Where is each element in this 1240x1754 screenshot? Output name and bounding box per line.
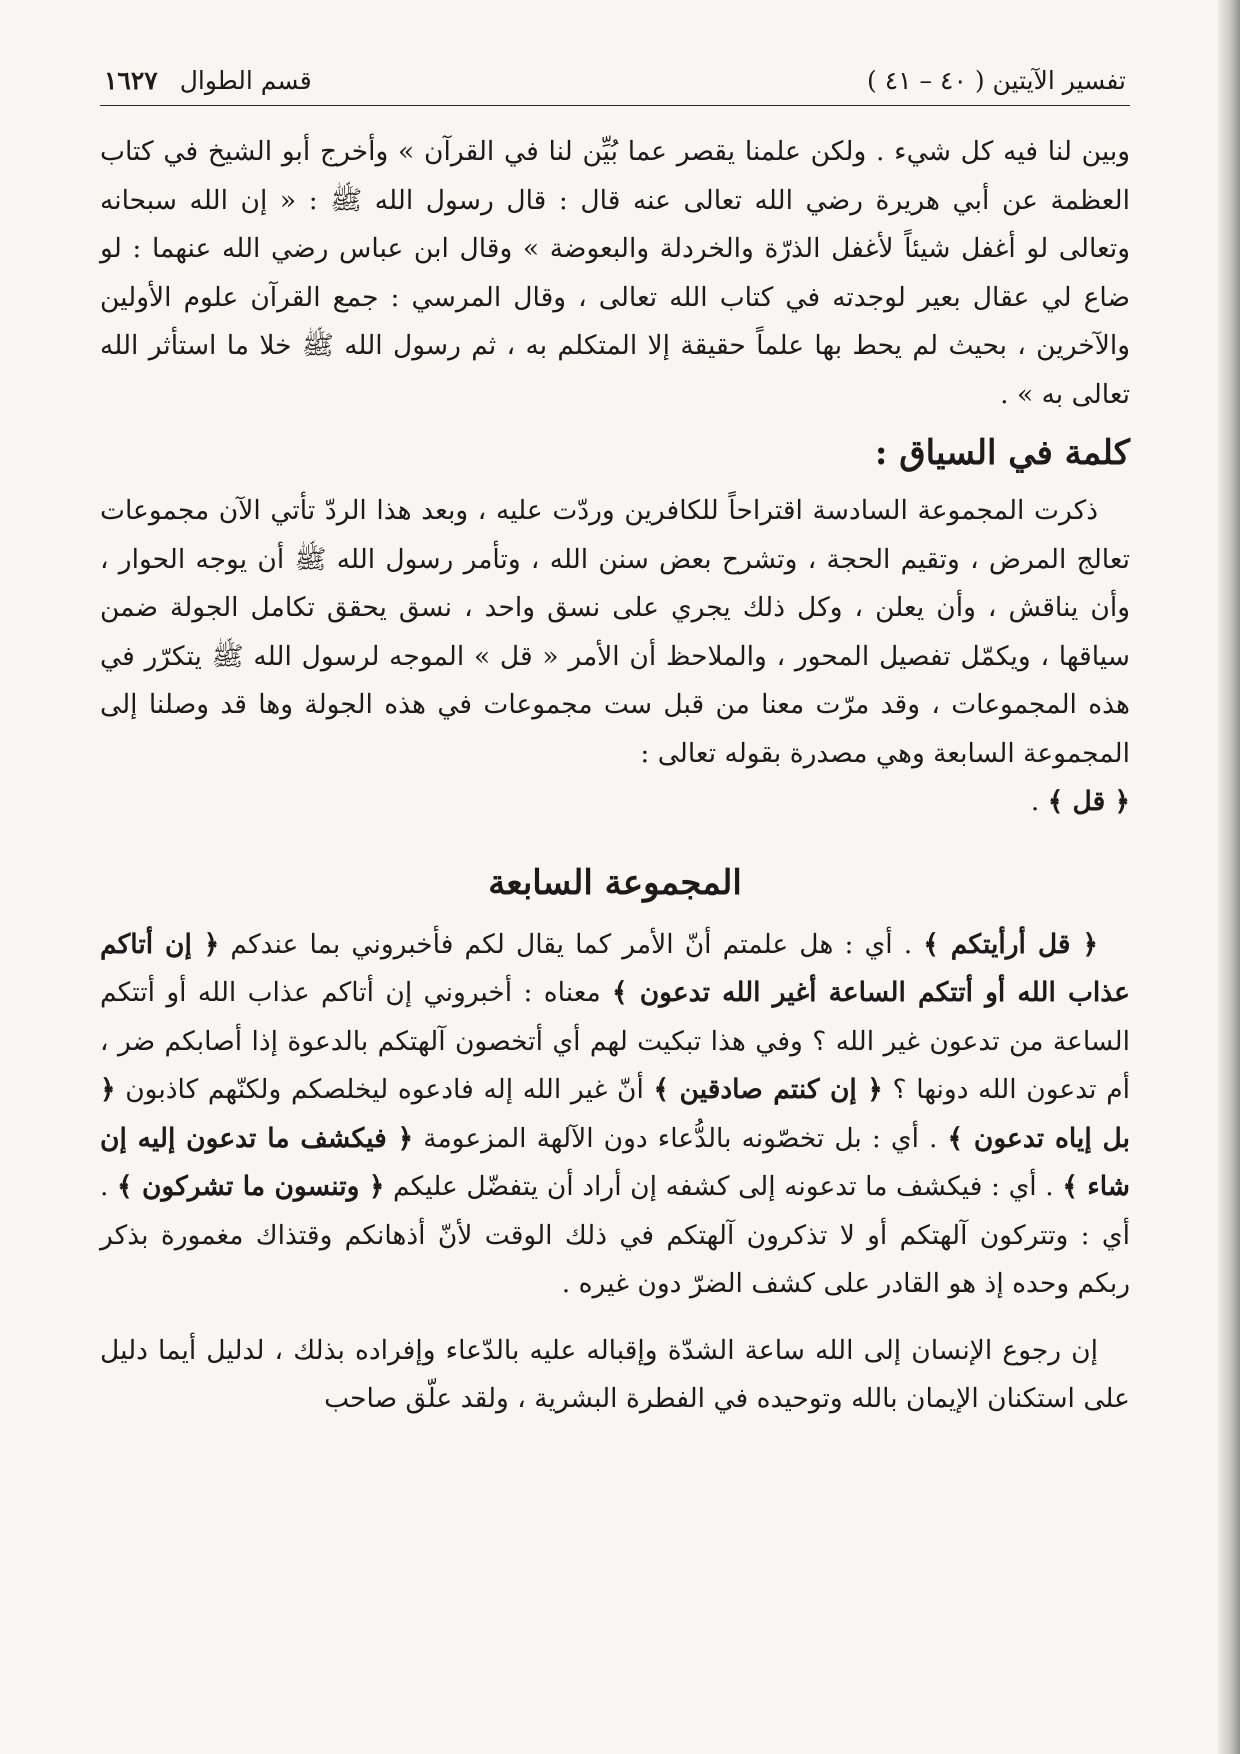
paragraph-hadith: وبين لنا فيه كل شيء . ولكن علمنا يقصر عما بُيِّن لنا في القرآن » وأخرج أبو الشيخ في كتاب العظمة عن أبي هريرة رضي الله تعالى عنه قال : قال رسول الله ﷺ : « إن الله سبحانه وتعالى لو أغفل شيئاً لأغفل الذرّة والخردلة والبعوضة » وقال ابن عباس رضي الله عنهما : لو ضاع لي عقال بعير لوجدته في كتاب الله تعالى ، وقال المرسي : جمع القرآن علوم الأولين والآخرين ، بحيث لم يحط بها علماً حقيقة إلا المتكلم به ، ثم رسول الله ﷺ خلا ما استأثر الله تعالى به » .	[100, 136, 1130, 410]
section-heading-context: كلمة في السياق :	[874, 433, 1130, 473]
verse-segment: ﴿ إن كنتم صادقين ﴾	[653, 1074, 883, 1105]
paragraph-context-end: .	[1030, 786, 1048, 817]
commentary-segment: معناه : أخبروني إن أتاكم عذاب الله أو أتتكم الساعة من تدعون غير الله ؟ وفي هذا تبكيت لهم أي أتخصون آلهتكم بالدعوة إذا أصابكم ضر ، أم تدعون الله دونها ؟	[100, 977, 1130, 1105]
paragraph-fitra: إن رجوع الإنسان إلى الله ساعة الشدّة وإقباله عليه بالدّعاء وإفراده بذلك ، لدليل أيما دليل على استكنان الإيمان بالله وتوحيده في الفطرة البشرية ، ولقد علّق صاحب	[100, 1334, 1130, 1414]
verse-segment: ﴿ إن أتاكم عذاب الله أو أتتكم الساعة أغير الله تدعون ﴾	[100, 928, 1130, 1008]
group-heading-seventh: المجموعة السابعة	[488, 862, 742, 903]
paragraph-context	[100, 487, 1130, 827]
page-number: ١٦٢٧	[104, 66, 158, 95]
verse-segment: ﴿ فيكشف ما تدعون إليه إن شاء ﴾	[100, 1122, 1130, 1202]
header-title: تفسير الآيتين ( ٤٠ – ٤١ )	[867, 66, 1126, 95]
running-header	[100, 66, 1130, 106]
commentary-segment: . أي : فيكشف ما تدعونه إلى كشفه إن أراد أن يتفضّل عليكم	[384, 1171, 1063, 1202]
commentary-segment: . أي : هل علمتم أنّ الأمر كما يقال لكم فأخبروني بما عندكم	[219, 928, 924, 960]
page-edge-shadow	[1218, 0, 1240, 1754]
verse-qul: ﴿ قل ﴾	[1047, 786, 1130, 817]
header-section: قسم الطوال	[179, 66, 312, 95]
verse-segment: ﴿ بل إياه تدعون ﴾	[100, 1074, 1130, 1154]
commentary-segment: . أي : وتتركون آلهتكم أو لا تذكرون آلهتكم في ذلك الوقت لأنّ أذهانكم وقتذاك مغمورة بذكر ربكم وحده إذ هو القادر على كشف الضرّ دون غيره .	[100, 1171, 1130, 1299]
verse-segment: ﴿ وتنسون ما تشركون ﴾	[117, 1171, 385, 1202]
commentary-segment: أنّ غير الله إله فادعوه ليخلصكم ولكنّهم كاذبون	[115, 1074, 654, 1105]
verse-segment: ﴿ قل أرأيتكم ﴾	[923, 928, 1098, 960]
paragraph-context-text: ذكرت المجموعة السادسة اقتراحاً للكافرين وردّت عليه ، وبعد هذا الردّ تأتي الآن مجموعات تعالج المرض ، وتقيم الحجة ، وتشرح بعض سنن الله ، وتأمر رسول الله ﷺ أن يوجه الحوار ، وأن يناقش ، وأن يعلن ، وكل ذلك يجري على نسق واحد ، نسق يحقق تكامل الجولة ضمن سياقها ، ويكمّل تفصيل المحور ، والملاحظ أن الأمر « قل » الموجه لرسول الله ﷺ يتكرّر في هذه المجموعات ، وقد مرّت معنا من قبل ست مجموعات في هذه الجولة وها قد وصلنا إلى المجموعة السابعة وهي مصدرة بقوله تعالى :	[100, 495, 1130, 769]
commentary-segment: . أي : بل تخصّونه بالدُّعاء دون الآلهة المزعومة	[413, 1122, 948, 1154]
paragraph-tafsir	[100, 921, 1130, 1309]
book-page	[100, 66, 1130, 1424]
header-left-group	[104, 66, 312, 95]
